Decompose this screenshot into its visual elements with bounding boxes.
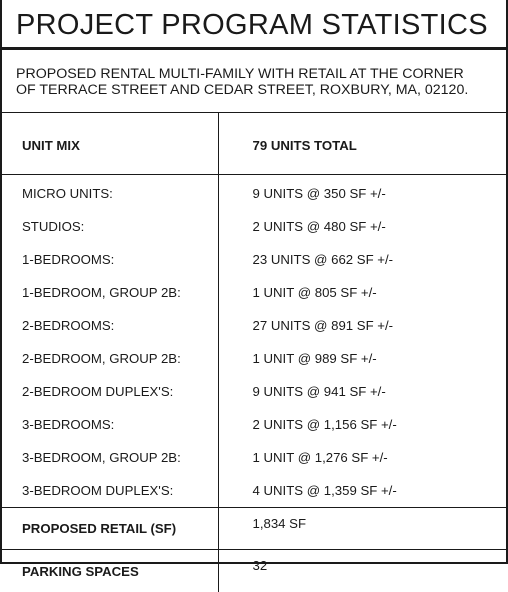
description-line-1: PROPOSED RENTAL MULTI-FAMILY WITH RETAIL AT THE CORNER — [16, 66, 506, 82]
table-header-row — [2, 113, 506, 175]
project-description — [2, 50, 506, 113]
unit-type-label: 3-BEDROOMS: — [2, 408, 218, 441]
table-row — [2, 276, 506, 309]
table-row — [2, 342, 506, 375]
table-row — [2, 309, 506, 342]
table-row — [2, 408, 506, 441]
unit-type-label: 2-BEDROOM, GROUP 2B: — [2, 342, 218, 375]
table-row — [2, 474, 506, 508]
unit-count-value: 23 UNITS @ 662 SF +/- — [218, 243, 506, 276]
unit-type-label: STUDIOS: — [2, 210, 218, 243]
units-total-header: 79 UNITS TOTAL — [218, 113, 506, 175]
unit-count-value: 1 UNIT @ 989 SF +/- — [218, 342, 506, 375]
retail-label: PROPOSED RETAIL (SF) — [2, 508, 218, 550]
description-line-2: OF TERRACE STREET AND CEDAR STREET, ROXBURY, MA, 02120. — [16, 82, 506, 98]
unit-count-value: 9 UNITS @ 350 SF +/- — [218, 175, 506, 211]
unit-type-label: 1-BEDROOMS: — [2, 243, 218, 276]
table-row — [2, 243, 506, 276]
page-title: PROJECT PROGRAM STATISTICS — [16, 7, 488, 40]
unit-type-label: 2-BEDROOM DUPLEX'S: — [2, 375, 218, 408]
unit-type-label: MICRO UNITS: — [2, 175, 218, 211]
statistics-table — [2, 113, 506, 592]
unit-mix-header: UNIT MIX — [2, 113, 218, 175]
unit-type-label: 2-BEDROOMS: — [2, 309, 218, 342]
retail-value: 1,834 SF — [218, 508, 506, 550]
table-row — [2, 441, 506, 474]
unit-count-value: 1 UNIT @ 805 SF +/- — [218, 276, 506, 309]
unit-count-value: 1 UNIT @ 1,276 SF +/- — [218, 441, 506, 474]
unit-count-value: 4 UNITS @ 1,359 SF +/- — [218, 474, 506, 508]
table-row — [2, 210, 506, 243]
unit-type-label: 1-BEDROOM, GROUP 2B: — [2, 276, 218, 309]
unit-count-value: 9 UNITS @ 941 SF +/- — [218, 375, 506, 408]
parking-row — [2, 550, 506, 592]
unit-type-label: 3-BEDROOM, GROUP 2B: — [2, 441, 218, 474]
table-row — [2, 175, 506, 211]
table-row — [2, 375, 506, 408]
unit-count-value: 2 UNITS @ 480 SF +/- — [218, 210, 506, 243]
title-band — [2, 0, 506, 50]
unit-count-value: 27 UNITS @ 891 SF +/- — [218, 309, 506, 342]
unit-count-value: 2 UNITS @ 1,156 SF +/- — [218, 408, 506, 441]
retail-row — [2, 508, 506, 550]
unit-type-label: 3-BEDROOM DUPLEX'S: — [2, 474, 218, 508]
parking-value: 32 — [218, 550, 506, 592]
parking-label: PARKING SPACES — [2, 550, 218, 592]
